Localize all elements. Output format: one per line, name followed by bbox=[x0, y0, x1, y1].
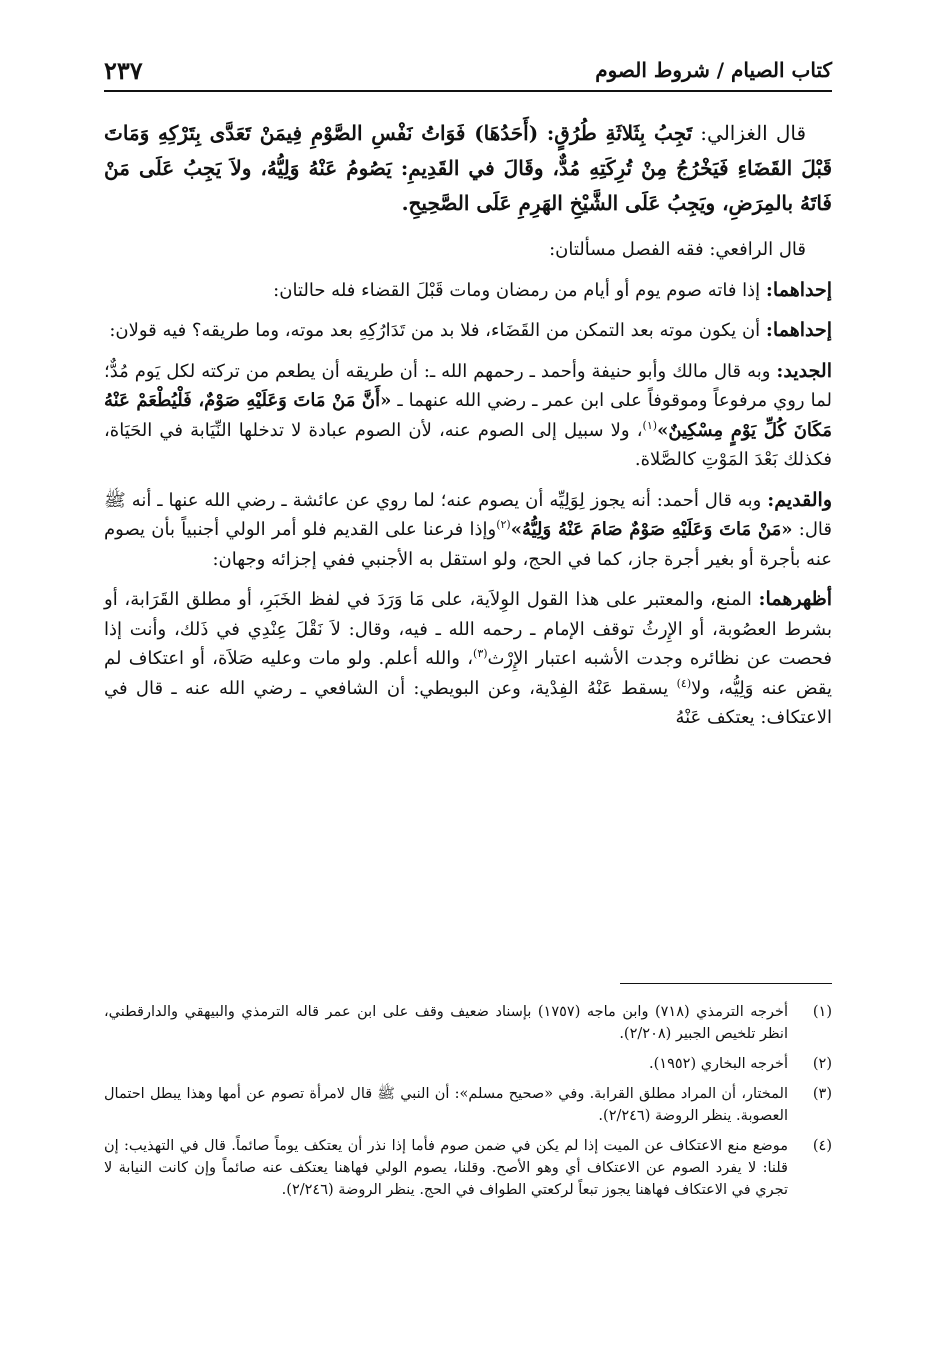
footnote-number: (٢) bbox=[812, 1056, 832, 1072]
footnote-text: أخرجه الترمذي (٧١٨) وابن ماجه (١٧٥٧) بإسناد ضعيف وقف على ابن عمر قاله الترمذي والبيهقي والدارقطني، انظر تلخيص الجبير (٢/٢٠٨). bbox=[104, 1004, 788, 1042]
footnote-text: موضع منع الاعتكاف عن الميت إذا لم يكن في ضمن صوم فأما إذا نذر أن يعتكف يوماً صائماً. قال في التهذيب: إن قلنا: لا يفرد الصوم عن الاعتكاف أي وهو الأصح. وقلنا، يصوم الولي فهاهنا يعتكف عنه صائماً وإن كانت النيابة لا تجري في الاعتكاف فهاهنا يجوز تبعاً لركعتي الطواف في الحج. ينظر الروضة (٢/٢٤٦). bbox=[104, 1138, 788, 1198]
footnote-text: أخرجه البخاري (١٩٥٢). bbox=[649, 1056, 788, 1072]
footnote-ref-3: (٣) bbox=[473, 647, 488, 660]
footnote-number: (١) bbox=[812, 1004, 832, 1020]
ihdahuma-text-1: إذا فاته صوم يوم أو أيام من رمضان ومات قَبْلَ القضاء فله حالتان: bbox=[273, 279, 766, 301]
qadim-text-a: وبه قال أحمد: أنه يجوز لِوَلِيِّه أن يصوم عنه؛ لما روي عن عائشة ـ رضي الله عنها ـ أنه ﷺ قال: bbox=[104, 489, 833, 540]
footnote-number: (٣) bbox=[812, 1086, 832, 1102]
page-number: ٢٣٧ bbox=[104, 55, 143, 85]
footnote bbox=[104, 1053, 832, 1075]
ihdahuma-label-1: إحداهما: bbox=[765, 278, 832, 301]
footnote bbox=[104, 1001, 832, 1045]
ghazali-text: تَجِبُ بِثَلاثَةِ طُرُقٍ: (أَحَدُهَا) فَوَاتُ نَفْسِ الصَّوْمِ فِيمَنْ تَعَدَّى بِتَرْكِهِ وَمَاتَ قَبْلَ القَضَاءِ فَيَخْرُجُ مِنْ تُرِكَتِهِ مُدٌّ، وقَالَ في القَدِيمِ: يَصُومُ عَنْهُ وَلِيُّهُ، ولاَ يَجِبُ عَلَى مَنْ فَاتَهُ بالمِرَضِ، ويَجِبُ عَلَى الشَّيْخِ الهَرِمِ عَلَى الصَّحِيحِ. bbox=[104, 121, 832, 215]
azharuhuma-label: أظهرهما: bbox=[758, 588, 832, 610]
page-header bbox=[104, 50, 832, 92]
qadim-label: والقديم: bbox=[767, 488, 832, 511]
qadim-hadith: «مَنْ مَاتَ وَعَلَيْهِ صَوْمٌ صَامَ عَنْهُ وَلِيُّهُ» bbox=[510, 519, 793, 540]
footnote-text: المختار، أن المراد مطلق القرابة. وفي «صحيح مسلم»: أن النبي ﷺ قال لامرأة تصوم عن أمها وهذا يبطل احتمال العصوبة. ينظر الروضة (٢/٢٤٦). bbox=[104, 1086, 788, 1124]
footnote bbox=[104, 1135, 832, 1201]
azharuhuma-text-a: المنع، والمعتبر على هذا القول الوِلاَية، على مَا وَرَدَ في لفظ الخَبَرِ، أو مطلق القَرَابة، أو بشرط العصُوبة، أو الإِرثُ توقف الإمام ـ رحمه الله ـ فيه، وقال: لاَ نَقْلَ عِنْدِي في ذَلك، وأنت إذا فحصت عن نظائره وجدت الأشبه اعتبار الإِرْث bbox=[104, 589, 832, 669]
running-title: كتاب الصيام / شروط الصوم bbox=[595, 58, 832, 82]
jadid-label: الجديد: bbox=[776, 359, 832, 382]
ihdahuma-paragraph-2 bbox=[104, 316, 832, 346]
footnotes bbox=[104, 1001, 832, 1209]
jadid-text-a: وبه قال مالك وأبو حنيفة وأحمد ـ رحمهم الله ـ: أن طريقه أن يطعم من تركته لكل يَوم مُدٌّ؛ لما روي مرفوعاً وموقوفاً على ابن عمر ـ رضي الله عنهما ـ bbox=[104, 360, 832, 411]
footnote bbox=[104, 1083, 832, 1127]
ihdahuma-label-2: إحداهما: bbox=[765, 319, 832, 341]
azharuhuma-text-c: يسقط عَنْهُ الفِدْية، وعن البويطي: أن الشافعي ـ رضي الله عنه ـ قال في الاعتكاف: يعتكف عَنْهُ bbox=[104, 677, 832, 728]
azharuhuma-text-b: ، والله أعلم. ولو مات وعليه صَلاَة، أو اعتكاف لم يقض عنه وَلِيُّه، ولا bbox=[104, 648, 832, 699]
ihdahuma-paragraph-1 bbox=[104, 276, 832, 306]
ghazali-paragraph bbox=[104, 116, 832, 221]
jadid-text-b: ، ولا سبيل إلى الصوم عنه، لأن الصوم عبادة لا تدخلها النِّيَابة في الحَيَاة، فكذلك بَعْدَ المَوْتِ كالصَّلاة. bbox=[104, 419, 832, 470]
ihdahuma-text-2: أن يكون موته بعد التمكن من القَضَاء، فلا بد من تَدَارُكِهِ بعد موته، وما طريقه؟ فيه قولان: bbox=[109, 320, 766, 341]
footnote-ref-4: (٤) bbox=[676, 676, 692, 690]
rafii-paragraph: قال الرافعي: فقه الفصل مسألتان: bbox=[549, 239, 806, 260]
footnote-ref-2: (٢) bbox=[496, 518, 511, 531]
footnote-separator bbox=[620, 983, 832, 984]
ghazali-label: قال الغزالي: bbox=[692, 121, 806, 145]
jadid-paragraph bbox=[104, 357, 832, 475]
qadim-paragraph bbox=[104, 486, 832, 575]
qadim-text-b: وإذا فرعنا على القديم فلو أمر الولي أجنبياً بأن يصوم عنه بأجرة أو بغير أجرة جاز، كما في الحج، ولو استقل به الأجنبي ففي إجزائه وجهان: bbox=[104, 519, 832, 570]
jadid-hadith: «أَنَّ مَنْ مَاتَ وَعَلَيْهِ صَوْمٌ، فَلْيُطْعَمْ عَنْهُ مَكَانَ كُلِّ يَوْمٍ مِسْكِينٌ» bbox=[104, 390, 832, 441]
azharuhuma-paragraph bbox=[104, 585, 832, 733]
footnote-ref-1: (١) bbox=[642, 418, 658, 432]
main-text bbox=[104, 116, 832, 744]
footnote-number: (٤) bbox=[812, 1138, 832, 1154]
